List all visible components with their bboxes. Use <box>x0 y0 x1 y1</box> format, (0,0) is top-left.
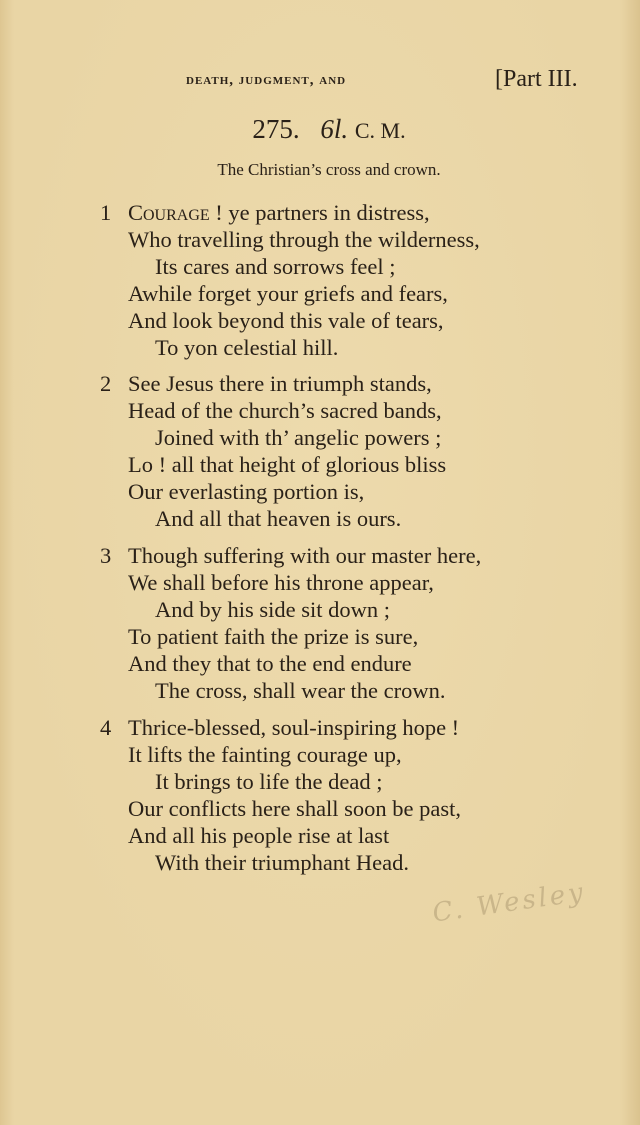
stanza-line: To yon celestial hill. <box>155 335 339 360</box>
stanza-number: 1 <box>100 200 112 225</box>
stanza-line: 3 Though suffering with our master here, <box>100 543 482 568</box>
stanza-line: And by his side sit down ; <box>155 597 391 622</box>
stanza-line: And look beyond this vale of tears, <box>128 308 444 333</box>
stanza-1 <box>100 199 580 361</box>
stanza-3 <box>100 542 580 704</box>
stanza-line: Head of the church’s sacred bands, <box>128 398 442 423</box>
stanza-line: Our everlasting portion is, <box>128 479 365 504</box>
hymn-heading <box>0 114 640 145</box>
stanza-2 <box>100 370 580 532</box>
running-title: death, judgment, and <box>186 72 347 88</box>
stanza-line: To patient faith the prize is sure, <box>128 624 419 649</box>
stanza-line <box>100 199 580 226</box>
hymn-number: 275. <box>252 114 300 144</box>
line-text: ! ye partners in distress, <box>209 200 430 225</box>
stanza-line: Awhile forget your griefs and fears, <box>128 281 448 306</box>
running-head <box>186 66 606 100</box>
pencil-signature: C. Wesley <box>430 877 588 929</box>
stanza-line: 2 See Jesus there in triumph stands, <box>100 371 432 396</box>
stanza-number: 2 <box>100 371 112 396</box>
stanza-line: We shall before his throne appear, <box>128 570 434 595</box>
stanza-line: Joined with th’ angelic powers ; <box>155 425 442 450</box>
stanza-line: It brings to life the dead ; <box>155 769 383 794</box>
stanza-line: Our conflicts here shall soon be past, <box>128 796 462 821</box>
stanza-line: Its cares and sorrows feel ; <box>155 254 396 279</box>
stanza-line: And all his people rise at last <box>128 823 390 848</box>
stanza-line: And all that heaven is ours. <box>155 506 402 531</box>
hymn-subtitle: The Christian’s cross and crown. <box>217 160 441 179</box>
stanza-line: With their triumphant Head. <box>155 850 410 875</box>
stanza-line: And they that to the end endure <box>128 651 412 676</box>
part-label: [Part III. <box>495 66 578 92</box>
stanza-line: Lo ! all that height of glorious bliss <box>128 452 447 477</box>
stanza-number: 4 <box>100 715 112 740</box>
stanza-line: The cross, shall wear the crown. <box>155 678 446 703</box>
stanza-4 <box>100 714 580 876</box>
meter-name: C. M. <box>354 118 406 143</box>
stanza-line: 4 Thrice-blessed, soul-inspiring hope ! <box>100 715 460 740</box>
stanza-number: 3 <box>100 543 112 568</box>
stanza-line: It lifts the fainting courage up, <box>128 742 402 767</box>
stanza-line: Who travelling through the wilderness, <box>128 227 480 252</box>
meter-count: 6l. <box>320 114 349 144</box>
first-word: Courage <box>128 200 210 225</box>
